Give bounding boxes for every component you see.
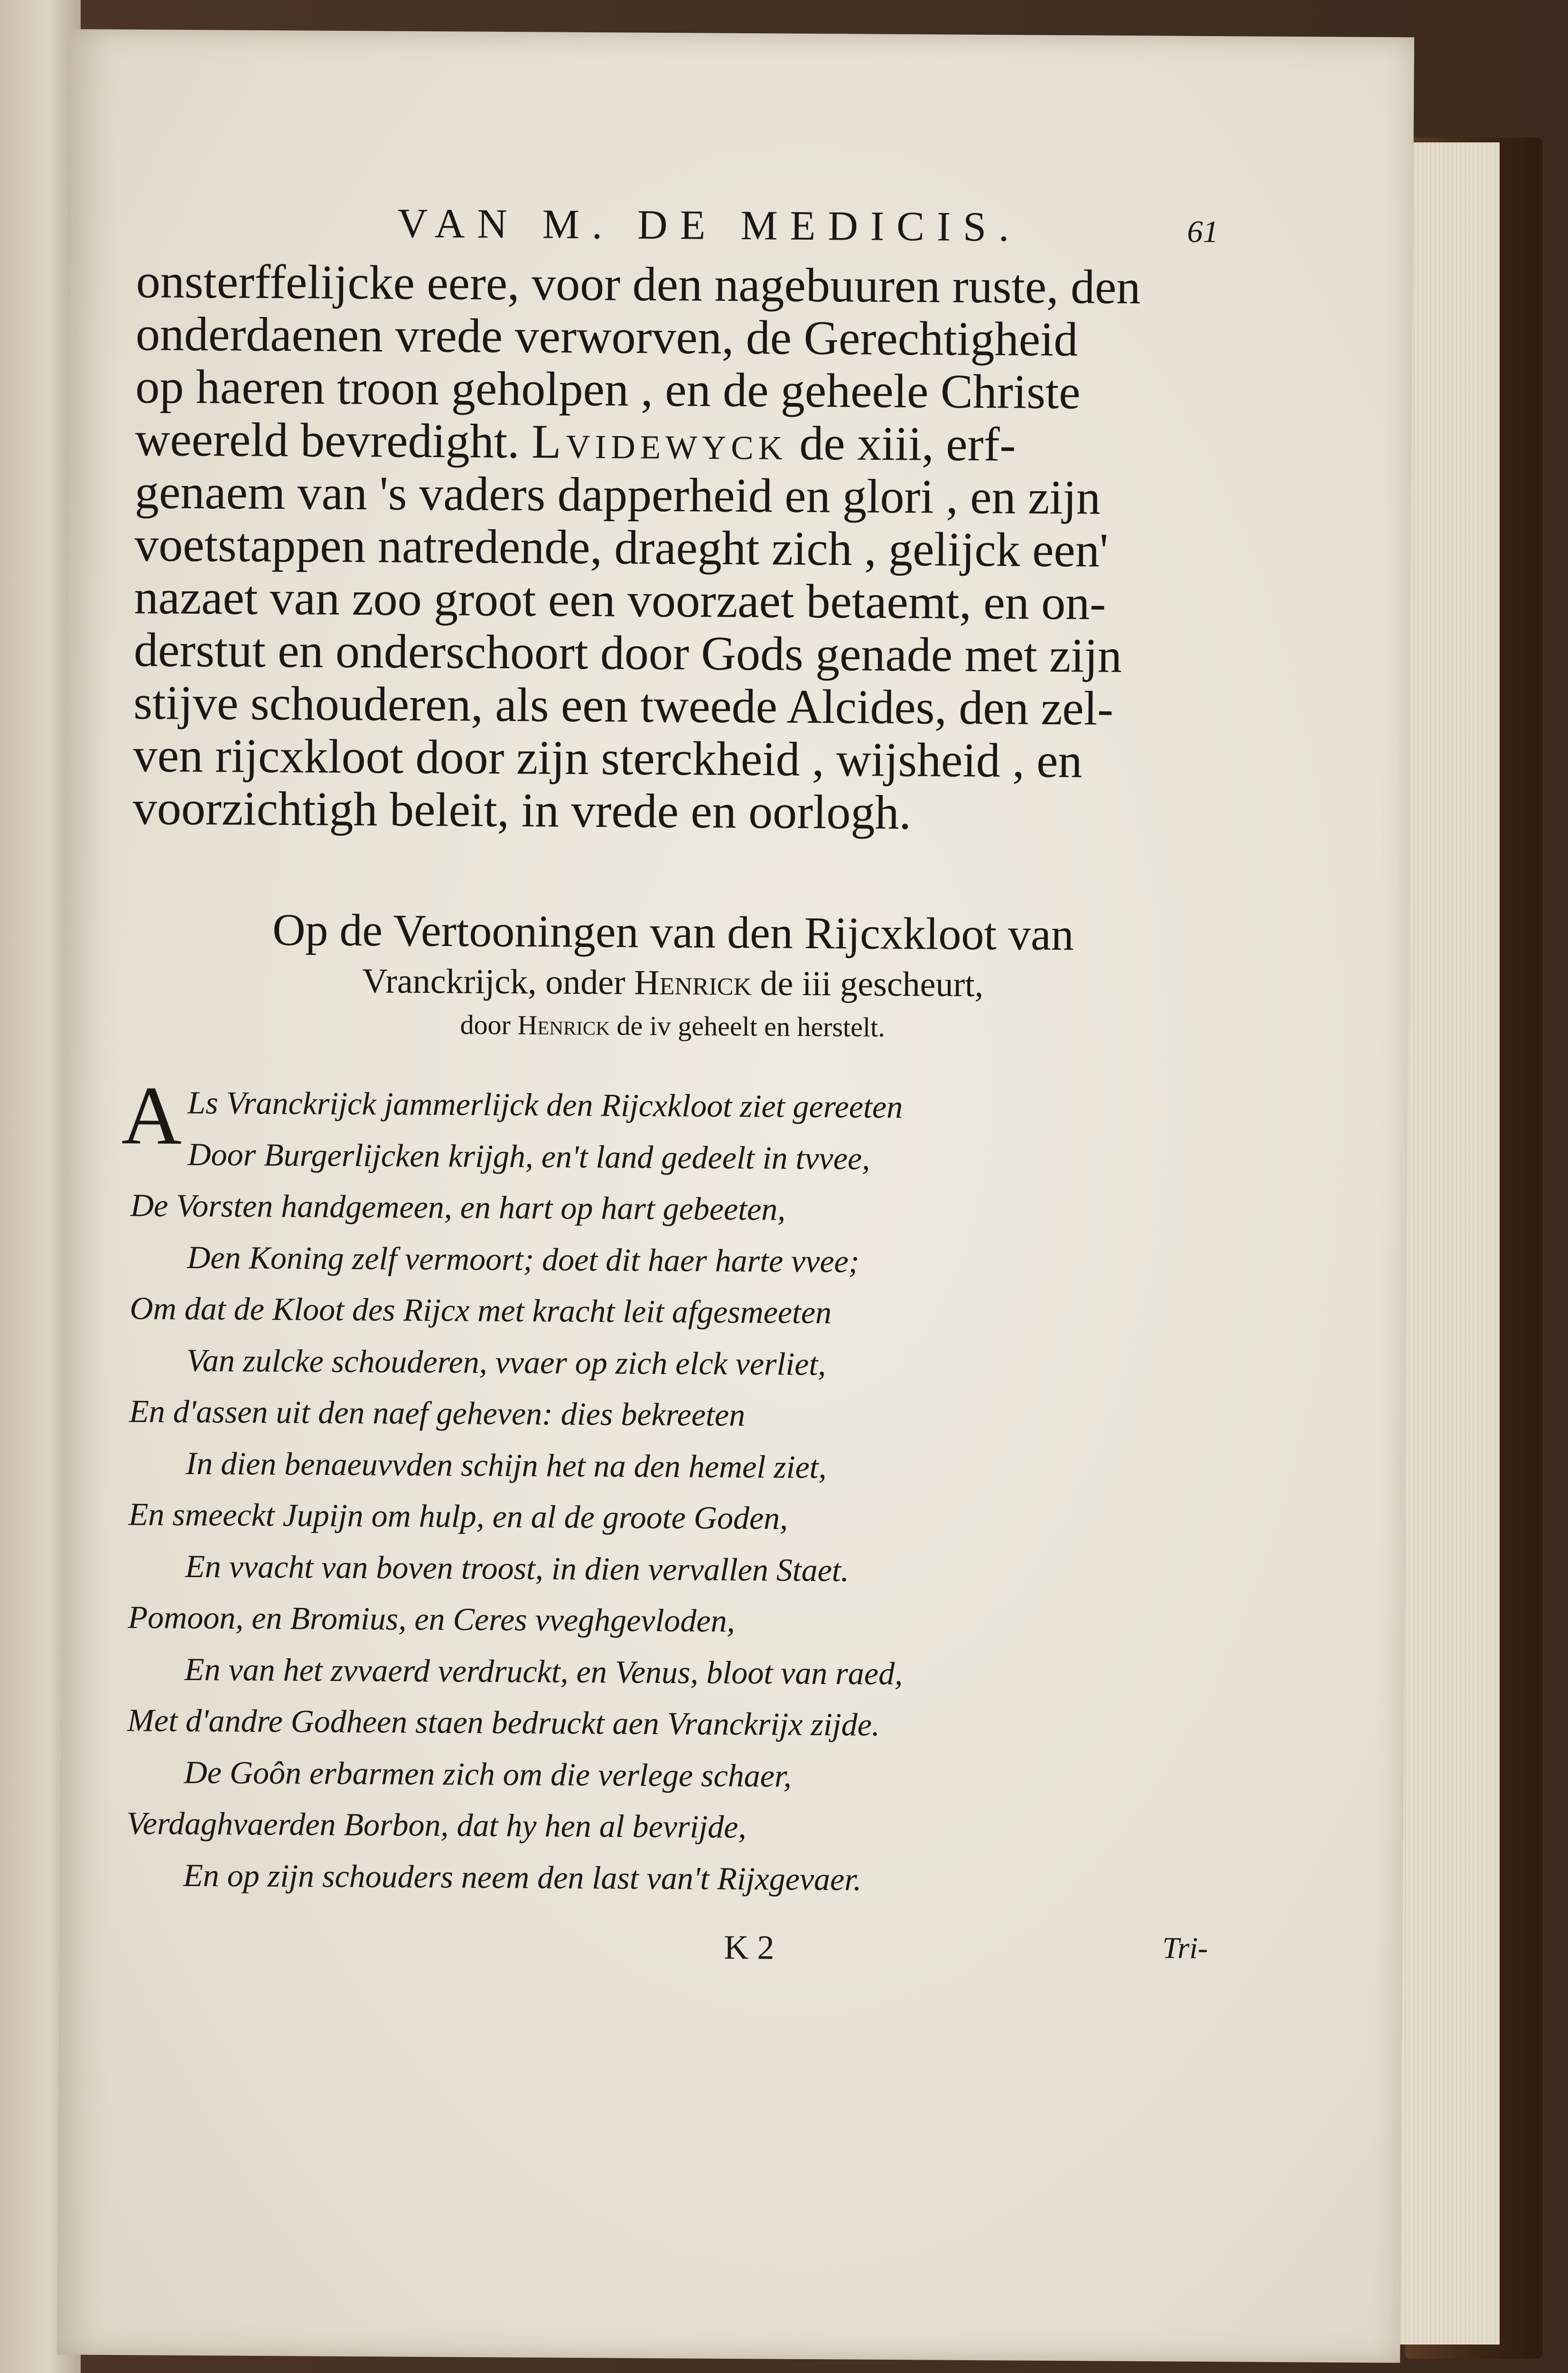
poem-line: Verdaghvaerden Borbon, dat hy hen al bevrijde, — [126, 1805, 747, 1845]
paragraph-line: onderdaenen vrede verworven, de Gerechtigheid — [135, 307, 1078, 367]
signature-mark: K 2 — [724, 1928, 775, 1967]
poem-line: Om dat de Kloot des Rijcx met kracht leit afgesmeeten — [130, 1290, 832, 1331]
poem-line: En d'assen uit den naef geheven: dies bekreeten — [129, 1393, 746, 1433]
paragraph-line: ven rijcxkloot door zijn sterckheid , wijsheid , en — [133, 729, 1083, 788]
paragraph-line: op haeren troon geholpen , en de geheele Christe — [135, 360, 1081, 420]
paragraph-line: genaem van 's vaders dapperheid en glori , en zijn — [134, 465, 1101, 525]
heading-line-3 — [131, 1002, 1213, 1050]
poem-line: Ls Vranckrijck jammerlijck den Rijcxkloot ziet gereeten — [187, 1084, 903, 1125]
poem-line: De Vorsten handgemeen, en hart op hart gebeeten, — [130, 1187, 786, 1227]
poem — [121, 1069, 1213, 1907]
drop-cap: A — [121, 1069, 182, 1162]
heading-name: Henrick — [517, 1009, 610, 1041]
heading-text: de iii gescheurt, — [751, 964, 984, 1005]
poem-line: Pomoon, en Bromius, en Ceres vveghgevloden, — [128, 1599, 735, 1639]
poem-line: Met d'andre Godheen staen bedruckt aen Vranckrijx zijde. — [127, 1702, 880, 1743]
paragraph-line: de xiii, erf- — [787, 416, 1016, 472]
body-paragraph — [133, 255, 1218, 841]
heading-text: de iv geheelt en herstelt. — [609, 1010, 885, 1043]
poem-line: Van zulcke schouderen, vvaer op zich elck verliet, — [186, 1342, 826, 1382]
poem-heading — [131, 901, 1214, 1050]
paragraph-line: stijve schouderen, als een tweede Alcides, den zel- — [133, 676, 1114, 736]
poem-line: En van het zvvaerd verdruckt, en Venus, bloot van raed, — [184, 1651, 903, 1691]
paragraph-line: voorzichtigh beleit, in vrede en oorlogh. — [132, 781, 912, 840]
poem-line: En smeeckt Jupijn om hulp, en al de groote Goden, — [128, 1496, 788, 1536]
heading-text: door — [460, 1009, 518, 1041]
poem-line: En vvacht van boven troost, in dien vervallen Staet. — [185, 1548, 849, 1588]
page-footer — [126, 1924, 1208, 1973]
heading-line-2 — [132, 957, 1214, 1009]
book-page — [57, 29, 1414, 2363]
poem-line: In dien benaeuvvden schijn het na den hemel ziet, — [186, 1445, 827, 1485]
heading-text: Vranckrijck, onder — [362, 962, 635, 1002]
running-title: VAN M. DE MEDICIS. — [397, 200, 1022, 251]
paragraph-line: nazaet van zoo groot een voorzaet betaemt, en on- — [134, 570, 1106, 630]
paragraph-line: weereld bevredight. — [135, 412, 520, 469]
poem-line: En op zijn schouders neem den last van't Rijxgevaer. — [183, 1857, 862, 1897]
running-head — [136, 198, 1219, 262]
paragraph-line: voetstappen natredende, draeght zich , gelijck een' — [134, 518, 1109, 578]
heading-line-1: Op de Vertooningen van den Rijcxkloot van — [272, 904, 1074, 960]
poem-line: Den Koning zelf vermoort; doet dit haer harte vvee; — [187, 1239, 859, 1280]
paragraph-line: derstut en onderschoort door Gods genade met zijn — [133, 623, 1122, 683]
page-number: 61 — [1187, 214, 1219, 250]
page-content — [121, 198, 1219, 1973]
poem-line: De Goôn erbarmen zich om die verlege schaer, — [184, 1754, 792, 1794]
king-name: Lvidewyck — [531, 415, 788, 470]
poem-line: Door Burgerlijcken krijgh, en't land gedeelt in tvvee, — [187, 1136, 870, 1177]
heading-name: Henrick — [634, 963, 752, 1003]
catchword: Tri- — [1162, 1931, 1208, 1965]
paragraph-line: onsterffelijcke eere, voor den nagebuuren ruste, den — [136, 254, 1141, 315]
